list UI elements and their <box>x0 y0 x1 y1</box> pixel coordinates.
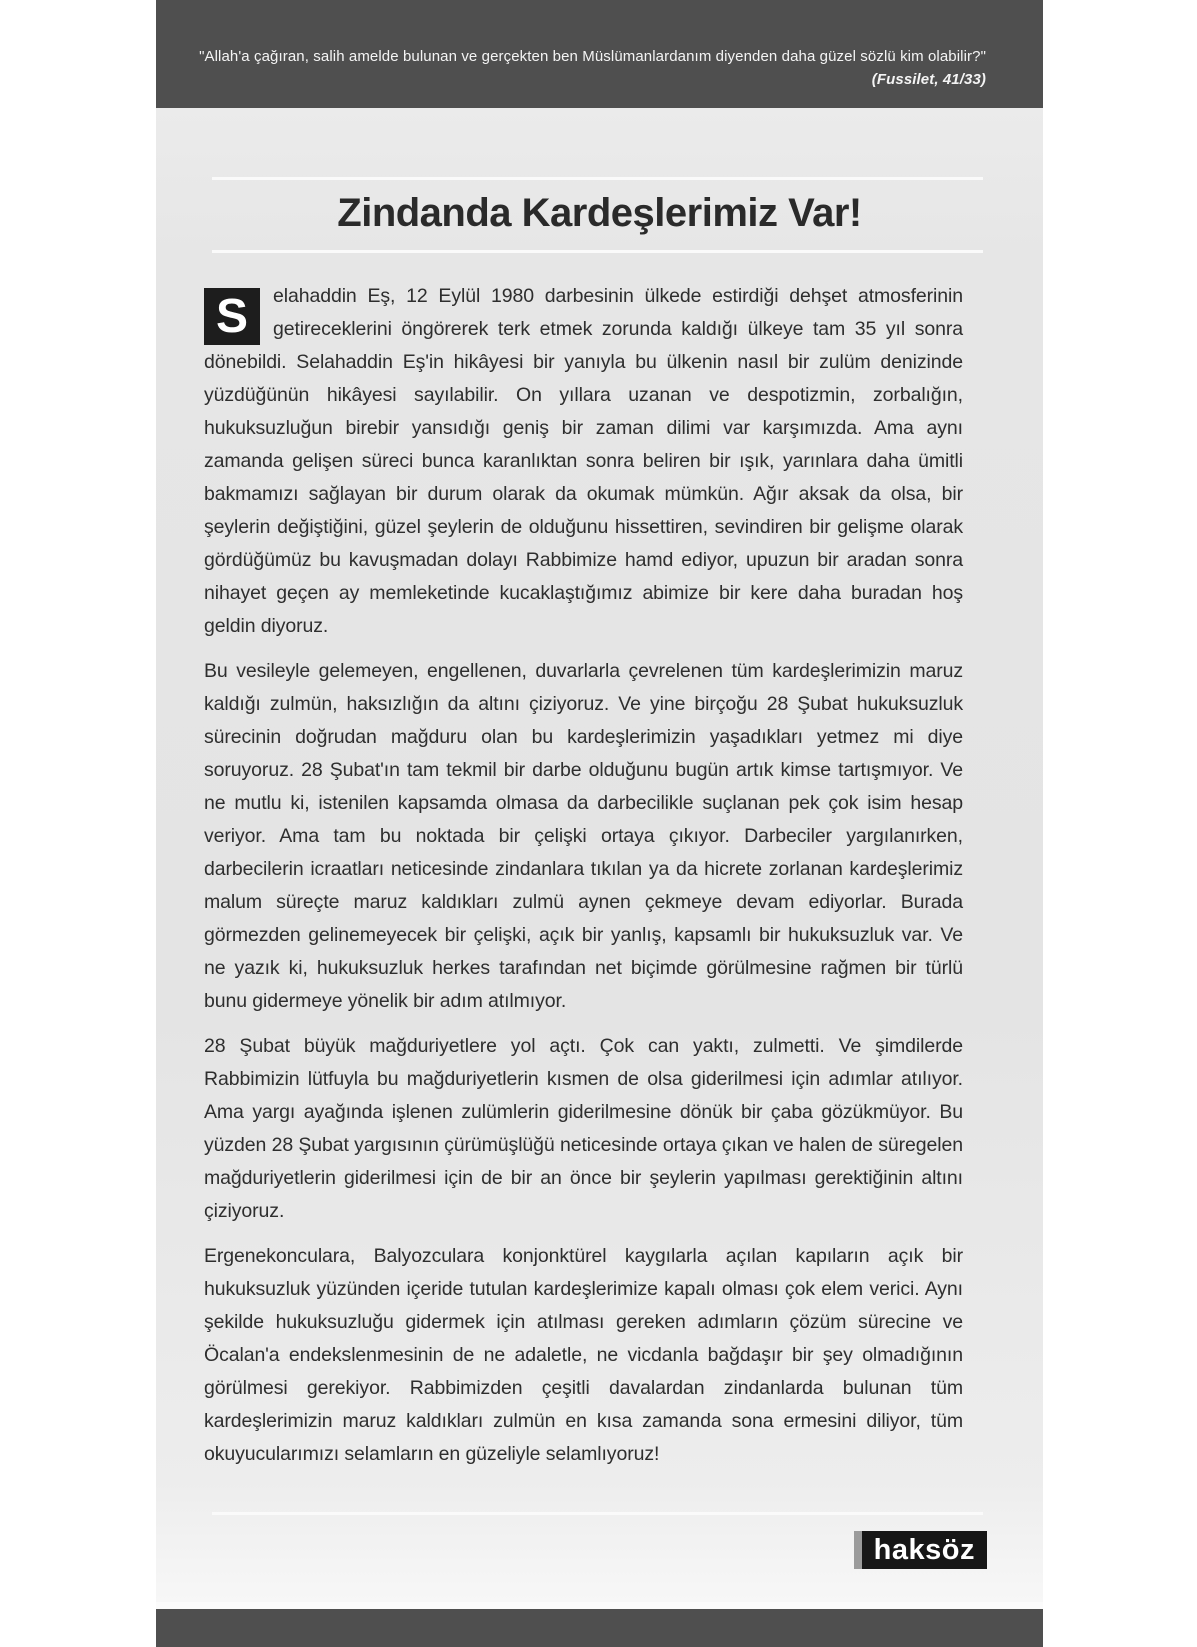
quote-text: "Allah'a çağıran, salih amelde bulunan ve gerçekten ben Müslümanlardanım diyenden daha güzel sözlü kim olabilir?" <box>199 48 986 65</box>
footer-separator <box>156 1602 1043 1609</box>
quote-attribution: (Fussilet, 41/33) <box>871 71 986 88</box>
article-paragraph: 28 Şubat büyük mağduriyetlere yol açtı. Çok can yaktı, zulmetti. Ve şimdilerde Rabbimizin lütfuyla bu mağduriyetlerin kısmen de olsa giderilmesi için adımlar atılıyor. Ama yargı ayağında işlenen zulümlerin giderilmesine dönük bir çaba gözükmüyor. Bu yüzden 28 Şubat yargısının çürümüşlüğü neticesinde ortaya çıkan ve halen de süregelen mağduriyetlerin giderilmesi için de bir an önce bir şeylerin yapılması gerektiğinin altını çiziyoruz. <box>204 1035 963 1222</box>
logo-row <box>156 1531 1043 1569</box>
article-paragraph <box>204 280 963 643</box>
magazine-page <box>156 0 1043 1647</box>
haksoz-logo: haksöz <box>854 1531 987 1569</box>
article-paragraph: Ergenekonculara, Balyozculara konjonktürel kaygılarla açılan kapıların açık bir hukuksuzluk yüzünden içeride tutulan kardeşlerimize kapalı olması çok elem verici. Aynı şekilde hukuksuzluğu gidermek için atılması gereken adımların çözüm sürecine ve Öcalan'a endekslenmesinin de ne adaletle, ne vicdanla bağdaşır bir şey olmadığının görülmesi gerekiyor. Rabbimizden çeşitli davalardan zindanlarda bulunan tüm kardeşlerimizin maruz kaldıkları zulmün en kısa zamanda sona ermesini diliyor, tüm okuyucularımızı selamların en güzeliyle selamlıyoruz! <box>204 1245 963 1465</box>
dropcap: S <box>204 288 260 345</box>
page-title: Zindanda Kardeşlerimiz Var! <box>337 191 862 235</box>
paragraph-text: elahaddin Eş, 12 Eylül 1980 darbesinin ülkede estirdiği dehşet atmosferinin getireceklerini öngörerek terk etmek zorunda kaldığı ülkeye tam 35 yıl sonra dönebildi. Selahaddin Eş'in hikâyesi bir yanıyla bu ülkenin nasıl bir zulüm denizinde yüzdüğünün hikâyesi sayılabilir. On yıllara uzanan ve despotizmin, zorbalığın, hukuksuzluğun birebir yansıdığı geniş bir zaman dilimi var karşımızda. Ama aynı zamanda gelişen süreci bunca karanlıktan sonra beliren bir ışık, yarınlara daha ümitli bakmamızı sağlayan bir durum olarak da okumak mümkün. Ağır aksak da olsa, bir şeylerin değiştiğini, güzel şeylerin de olduğunu hissettiren, sevindiren bir gelişme olarak gördüğümüz bu kavuşmadan dolayı Rabbimize hamd ediyor, upuzun bir aradan sonra nihayet geçen ay memleketinde kucaklaştığımız abimize bir kere daha buradan hoş geldin diyoruz. <box>204 285 963 637</box>
footer-bar <box>156 1609 1043 1647</box>
article-paragraph: Bu vesileyle gelemeyen, engellenen, duvarlarla çevrelenen tüm kardeşlerimizin maruz kaldığı zulmün, haksızlığın da altını çiziyoruz. Ve yine birçoğu 28 Şubat hukuksuzluk sürecinin doğrudan mağduru olan bu kardeşlerimizin yaşadıkları yetmez mi diye soruyoruz. 28 Şubat'ın tam tekmil bir darbe olduğunu bugün artık kimse tartışmıyor. Ve ne mutlu ki, istenilen kapsamda olmasa da darbecilikle suçlanan pek çok isim hesap veriyor. Ama tam bu noktada bir çelişki ortaya çıkıyor. Darbeciler yargılanırken, darbecilerin icraatları neticesinde zindanlara tıkılan ya da hicrete zorlanan kardeşlerimiz malum süreçte maruz kaldıkları zulmü aynen çekmeye devam ediyorlar. Burada görmezden gelinemeyecek bir çelişki, açık bir yanlış, kapsamlı bir hukuksuzluk var. Ve ne yazık ki, hukuksuzluk herkes tarafından net biçimde görülmesine rağmen bir türlü bunu gidermeye yönelik bir adım atılmıyor. <box>204 660 963 1012</box>
article-body <box>156 108 1043 1602</box>
article-text <box>156 253 1043 1471</box>
quote-header <box>156 0 1043 108</box>
footer-rule <box>212 1512 983 1515</box>
